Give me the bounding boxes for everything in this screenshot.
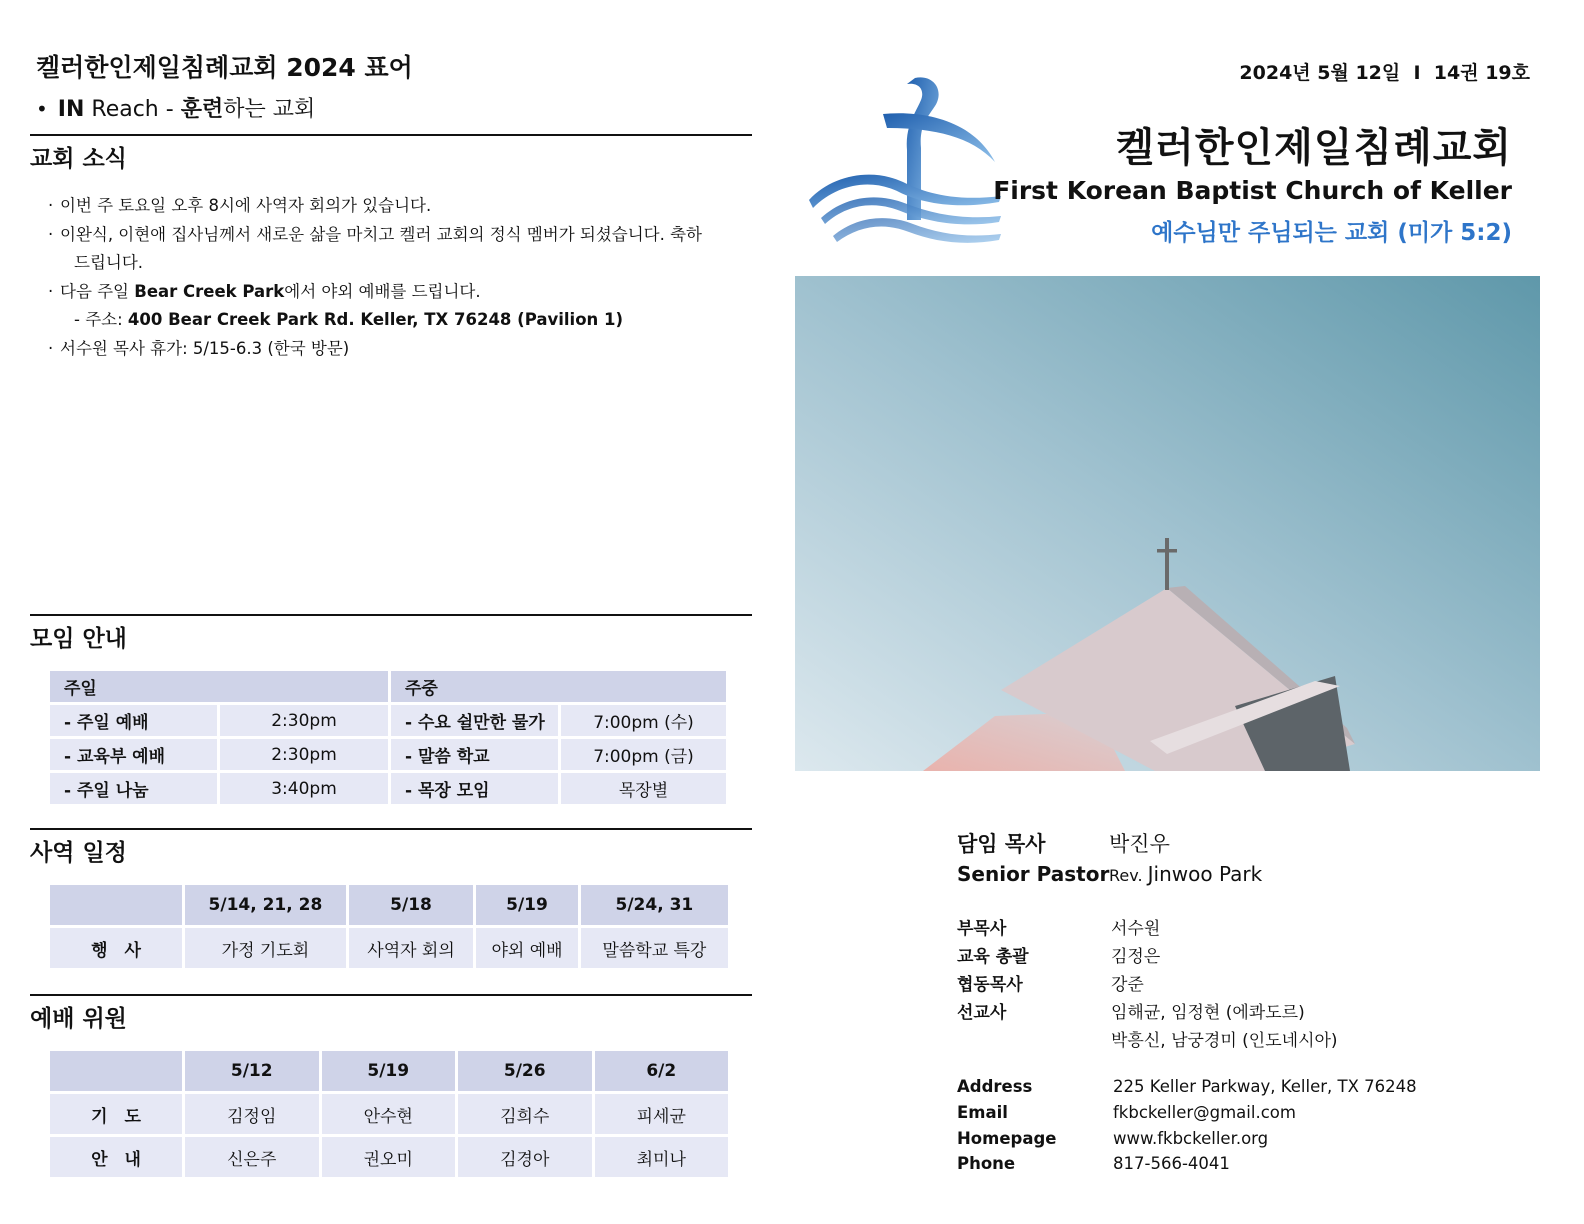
committee-name: 김희수 xyxy=(458,1094,592,1134)
divider xyxy=(30,134,752,136)
issue-date: 2024년 5월 12일 I 14권 19호 xyxy=(1239,62,1530,84)
edu-label: 교육 총괄 xyxy=(957,947,1029,967)
table-row xyxy=(50,739,726,770)
committee-name: 김경아 xyxy=(458,1137,592,1177)
meeting-time: 2:30pm xyxy=(220,705,388,736)
bullet-icon: • xyxy=(36,97,48,121)
meeting-name: - 목장 모임 xyxy=(391,773,558,804)
committee-name: 김정임 xyxy=(185,1094,319,1134)
schedule-date: 5/24, 31 xyxy=(581,885,728,925)
table-row xyxy=(50,1051,728,1091)
church-slogan: 예수님만 주님되는 교회 (미가 5:2) xyxy=(1151,220,1512,246)
motto-bold: IN xyxy=(57,97,85,122)
coop-label: 협동목사 xyxy=(957,975,1023,995)
pastor-prefix: Rev. xyxy=(1109,866,1148,885)
edu-name: 김정은 xyxy=(1111,947,1161,967)
committee-date: 5/19 xyxy=(322,1051,456,1091)
pastor-label-en: Senior Pastor xyxy=(957,862,1110,886)
committee-title: 예배 위원 xyxy=(30,1006,127,1032)
news-list xyxy=(48,192,748,363)
homepage-link[interactable]: www.fkbckeller.org xyxy=(1113,1129,1269,1148)
table-row xyxy=(50,1094,728,1134)
table-row xyxy=(50,1137,728,1177)
motto-title: 켈러한인제일침례교회 2024 표어 xyxy=(36,53,413,82)
church-english-name: First Korean Baptist Church of Keller xyxy=(993,176,1512,205)
schedule-date: 5/18 xyxy=(349,885,473,925)
committee-row-label: 안 내 xyxy=(50,1137,182,1177)
news-item: · 이번 주 토요일 오후 8시에 사역자 회의가 있습니다. xyxy=(48,192,748,221)
missionary-label: 선교사 xyxy=(957,1003,1007,1023)
right-column xyxy=(795,0,1584,1224)
schedule-event: 야외 예배 xyxy=(476,928,578,968)
news-item-continued: 드립니다. xyxy=(74,253,144,272)
phone-value: 817-566-4041 xyxy=(1113,1154,1230,1173)
missionary-names: 임해균, 임정현 (에콰도르) xyxy=(1111,1003,1305,1023)
email-link[interactable]: fkbckeller@gmail.com xyxy=(1113,1103,1296,1122)
meeting-name: - 수요 쉴만한 물가 xyxy=(391,705,558,736)
assoc-name: 서수원 xyxy=(1111,919,1161,939)
schedule-event: 가정 기도회 xyxy=(185,928,346,968)
meetings-table xyxy=(47,668,729,807)
motto-item xyxy=(36,92,315,123)
schedule-table xyxy=(47,882,731,971)
empty-cell xyxy=(50,885,182,925)
meetings-head-sunday: 주일 xyxy=(50,671,388,702)
schedule-title: 사역 일정 xyxy=(30,840,127,866)
committee-table xyxy=(47,1048,731,1180)
meetings-head-weekday: 주중 xyxy=(391,671,726,702)
church-logo-icon xyxy=(803,70,1003,250)
address-label: Address xyxy=(957,1077,1033,1096)
divider xyxy=(30,828,752,830)
meeting-time: 3:40pm xyxy=(220,773,388,804)
motto-mid: Reach - xyxy=(84,97,181,122)
missionary-names: 박흥신, 남궁경미 (인도네시아) xyxy=(1111,1031,1338,1051)
committee-row-label: 기 도 xyxy=(50,1094,182,1134)
email-label: Email xyxy=(957,1103,1008,1122)
schedule-event: 말씀학교 특강 xyxy=(581,928,728,968)
table-row xyxy=(50,773,726,804)
meeting-name: - 말씀 학교 xyxy=(391,739,558,770)
meeting-time: 2:30pm xyxy=(220,739,388,770)
divider xyxy=(30,994,752,996)
schedule-event: 사역자 회의 xyxy=(349,928,473,968)
committee-name: 권오미 xyxy=(322,1137,456,1177)
committee-name: 안수현 xyxy=(322,1094,456,1134)
news-subitem xyxy=(48,306,748,335)
table-row xyxy=(50,928,728,968)
homepage-label: Homepage xyxy=(957,1129,1057,1148)
divider xyxy=(30,614,752,616)
committee-date: 6/2 xyxy=(595,1051,729,1091)
pastor-name-ko: 박진우 xyxy=(1109,832,1170,856)
church-korean-name: 켈러한인제일침례교회 xyxy=(1115,125,1512,171)
coop-name: 강준 xyxy=(1111,975,1144,995)
committee-date: 5/12 xyxy=(185,1051,319,1091)
phone-label: Phone xyxy=(957,1154,1016,1173)
meeting-name: - 교육부 예배 xyxy=(50,739,217,770)
news-item xyxy=(48,278,748,307)
pastor-name: Jinwoo Park xyxy=(1147,862,1263,886)
meeting-time: 목장별 xyxy=(561,773,726,804)
committee-name: 최미나 xyxy=(595,1137,729,1177)
meeting-name: - 주일 예배 xyxy=(50,705,217,736)
news-title: 교회 소식 xyxy=(30,146,127,172)
committee-name: 피세균 xyxy=(595,1094,729,1134)
meeting-name: - 주일 나눔 xyxy=(50,773,217,804)
table-row xyxy=(50,885,728,925)
news-item: · 이완식, 이현애 집사님께서 새로운 삶을 마치고 켈러 교회의 정식 멤버가 되셨습니다. 축하 xyxy=(48,221,748,250)
meetings-title: 모임 안내 xyxy=(30,626,127,652)
table-row xyxy=(50,705,726,736)
news-address: 400 Bear Creek Park Rd. Keller, TX 76248 (Pavilion 1) xyxy=(127,310,624,329)
schedule-row-label: 행 사 xyxy=(50,928,182,968)
news-text: - 주소: xyxy=(74,310,128,329)
news-item: · 서수원 목사 휴가: 5/15-6.3 (한국 방문) xyxy=(48,335,748,364)
motto-bold2: 훈련 xyxy=(180,97,224,122)
empty-cell xyxy=(50,1051,182,1091)
meeting-time: 7:00pm (수) xyxy=(561,705,726,736)
news-text: 에서 야외 예배를 드립니다. xyxy=(284,281,481,301)
church-roof-cross-photo xyxy=(795,276,1540,771)
meeting-time: 7:00pm (금) xyxy=(561,739,726,770)
schedule-date: 5/19 xyxy=(476,885,578,925)
left-column xyxy=(30,0,752,1224)
motto-rest: 하는 교회 xyxy=(223,97,316,122)
address-value: 225 Keller Parkway, Keller, TX 76248 xyxy=(1113,1077,1417,1096)
committee-name: 신은주 xyxy=(185,1137,319,1177)
news-text: 다음 주일 xyxy=(60,281,135,301)
news-bold: Bear Creek Park xyxy=(134,281,285,301)
pastor-label-ko: 담임 목사 xyxy=(957,832,1046,856)
pastor-name-en xyxy=(1109,862,1262,886)
committee-date: 5/26 xyxy=(458,1051,592,1091)
schedule-date: 5/14, 21, 28 xyxy=(185,885,346,925)
table-row xyxy=(50,671,726,702)
assoc-label: 부목사 xyxy=(957,919,1007,939)
